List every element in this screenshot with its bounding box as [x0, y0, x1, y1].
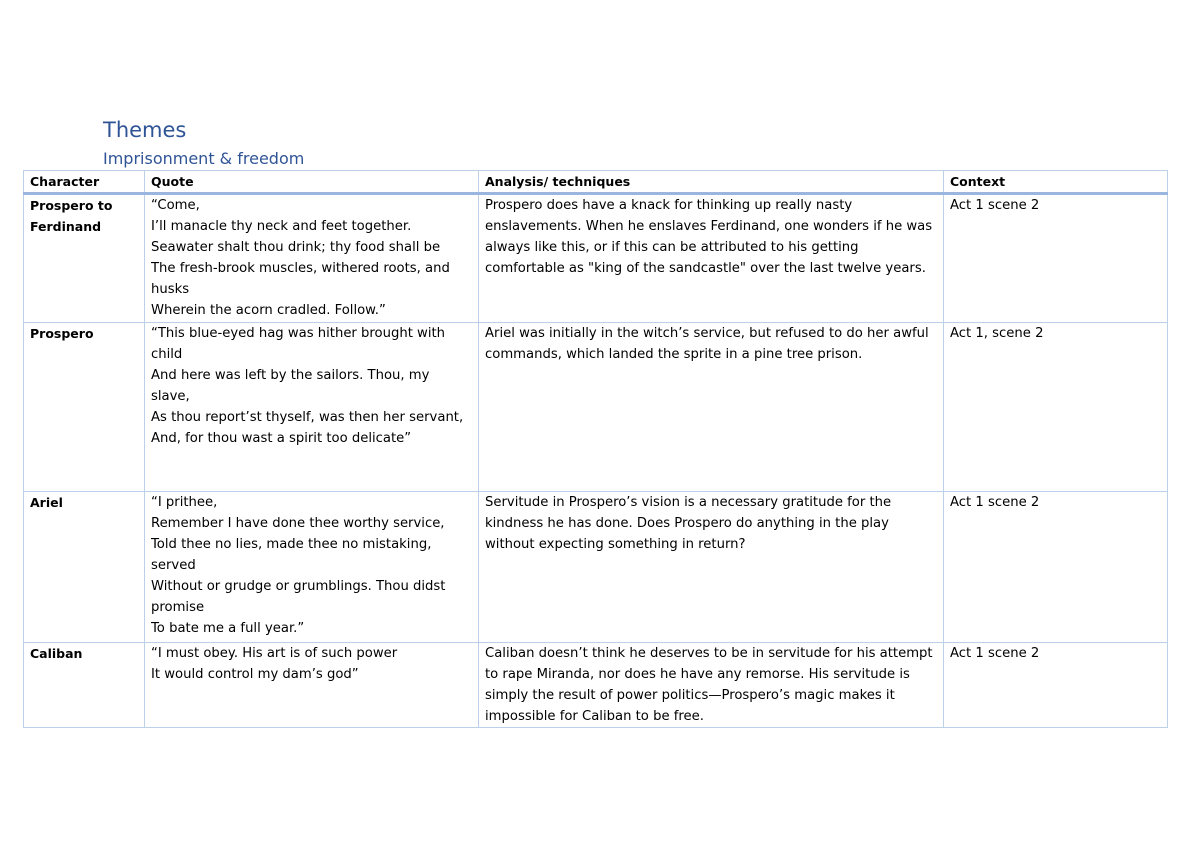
context-cell: Act 1 scene 2	[944, 492, 1168, 643]
analysis-cell: Ariel was initially in the witch’s service, but refused to do her awful commands, which landed the sprite in a pine tree prison.	[479, 323, 944, 492]
quote-line: “This blue-eyed hag was hither brought with child	[151, 326, 446, 362]
quote-line: “Come,	[151, 198, 200, 213]
quote-cell	[145, 323, 479, 492]
header-context: Context	[944, 171, 1168, 194]
character-cell: Ariel	[24, 492, 145, 643]
quote-line: As thou report’st thyself, was then her servant,	[151, 410, 464, 425]
table-row	[24, 492, 1168, 643]
analysis-cell: Prospero does have a knack for thinking up really nasty enslavements. When he enslaves Ferdinand, one wonders if he was always like this, or if this can be attributed to his getting comfortable as "king of the sandcastle" over the last twelve years.	[479, 194, 944, 323]
character-cell: Caliban	[24, 643, 145, 728]
page-subtitle: Imprisonment & freedom	[103, 149, 305, 168]
quote-line: “I must obey. His art is of such power	[151, 646, 398, 661]
quote-line: Seawater shalt thou drink; thy food shall be	[151, 240, 441, 255]
character-cell: Prospero to Ferdinand	[24, 194, 145, 323]
header-quote: Quote	[145, 171, 479, 194]
quote-line: Remember I have done thee worthy service,	[151, 516, 445, 531]
table-header-row	[24, 171, 1168, 194]
header-character: Character	[24, 171, 145, 194]
quote-line: And, for thou wast a spirit too delicate”	[151, 431, 412, 446]
table-row	[24, 194, 1168, 323]
quote-line: I’ll manacle thy neck and feet together.	[151, 219, 412, 234]
table-row	[24, 643, 1168, 728]
quote-line: “I prithee,	[151, 495, 218, 510]
character-cell: Prospero	[24, 323, 145, 492]
analysis-cell: Caliban doesn’t think he deserves to be in servitude for his attempt to rape Miranda, nor does he have any remorse. His servitude is simply the result of power politics—Prospero’s magic makes it impossible for Caliban to be free.	[479, 643, 944, 728]
analysis-cell: Servitude in Prospero’s vision is a necessary gratitude for the kindness he has done. Does Prospero do anything in the play without expecting something in return?	[479, 492, 944, 643]
quote-cell	[145, 643, 479, 728]
quote-line: Without or grudge or grumblings. Thou didst promise	[151, 579, 446, 615]
quote-line: Told thee no lies, made thee no mistaking, served	[151, 537, 432, 573]
context-cell: Act 1, scene 2	[944, 323, 1168, 492]
context-cell: Act 1 scene 2	[944, 643, 1168, 728]
themes-table	[23, 170, 1168, 728]
header-analysis: Analysis/ techniques	[479, 171, 944, 194]
quote-cell	[145, 492, 479, 643]
quote-cell	[145, 194, 479, 323]
quote-line: It would control my dam’s god”	[151, 667, 359, 682]
table-row	[24, 323, 1168, 492]
context-cell: Act 1 scene 2	[944, 194, 1168, 323]
quote-line: The fresh-brook muscles, withered roots, and husks	[151, 261, 450, 297]
quote-line: To bate me a full year.”	[151, 621, 305, 636]
page-title: Themes	[103, 118, 187, 142]
quote-line: And here was left by the sailors. Thou, my slave,	[151, 368, 430, 404]
quote-line: Wherein the acorn cradled. Follow.”	[151, 303, 386, 318]
